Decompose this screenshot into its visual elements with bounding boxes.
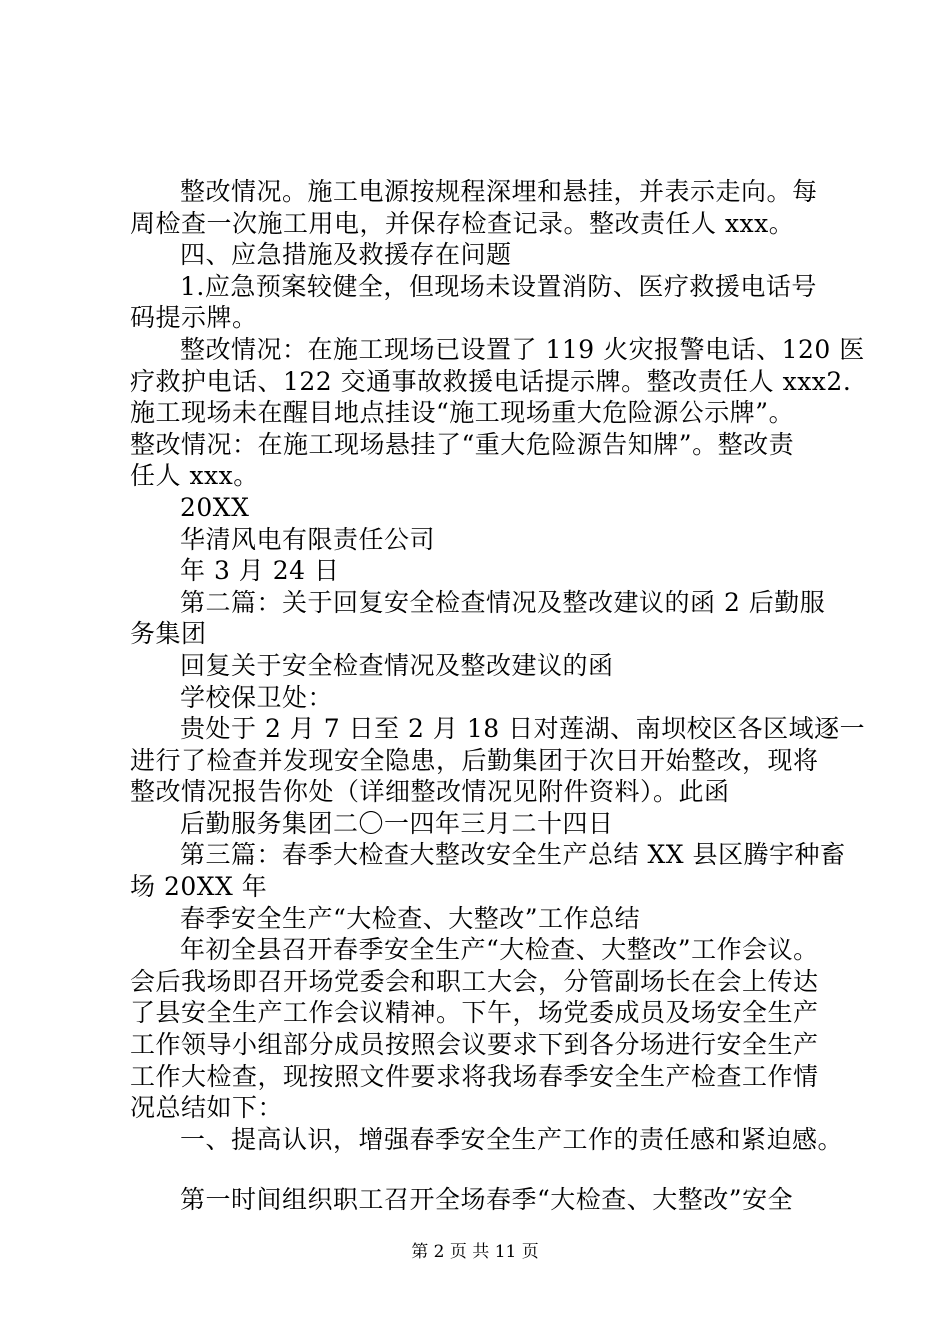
text-line: 码提示牌。 xyxy=(130,303,258,333)
text-line: 务集团 xyxy=(130,619,207,649)
chapter-heading: 第三篇：春季大检查大整改安全生产总结 XX 县区腾宇种畜 xyxy=(180,840,846,870)
text-line: 进行了检查并发现安全隐患，后勤集团于次日开始整改，现将 xyxy=(130,745,819,775)
text-line: 施工现场未在醒目地点挂设“施工现场重大危险源公示牌”。 xyxy=(130,398,795,428)
date-line: 年 3 月 24 日 xyxy=(180,556,340,586)
text-line: 周检查一次施工用电，并保存检查记录。整改责任人 xxx。 xyxy=(130,208,795,238)
text-line: 场 20XX 年 xyxy=(130,872,268,902)
section-heading: 四、应急措施及救援存在问题 xyxy=(180,240,512,270)
date-year: 20XX xyxy=(180,492,250,522)
text-line: 整改情况报告你处（详细整改情况见附件资料）。此函 xyxy=(130,777,730,807)
text-line: 工作大检查，现按照文件要求将我场春季安全生产检查工作情 xyxy=(130,1061,819,1091)
text-line: 整改情况。施工电源按规程深埋和悬挂，并表示走向。每 xyxy=(180,177,818,206)
section-heading: 一、提高认识，增强春季安全生产工作的责任感和紧迫感。 xyxy=(180,1124,844,1154)
text-line: 1.应急预案较健全，但现场未设置消防、医疗救援电话号 xyxy=(180,271,817,301)
text-line: 第一时间组织职工召开全场春季“大检查、大整改”安全 xyxy=(180,1185,794,1215)
text-line: 会后我场即召开场党委会和职工大会，分管副场长在会上传达 xyxy=(130,966,819,996)
paragraph-gap xyxy=(130,1155,842,1184)
text-line: 疗救护电话、122 交通事故救援电话提示牌。整改责任人 xxx2. xyxy=(130,366,852,396)
text-line: 年初全县召开春季安全生产“大检查、大整改”工作会议。 xyxy=(180,935,819,965)
text-line: 任人 xxx。 xyxy=(130,461,259,491)
text-line: 贵处于 2 月 7 日至 2 月 18 日对莲湖、南坝校区各区域逐一 xyxy=(180,714,866,744)
chapter-heading: 第二篇：关于回复安全检查情况及整改建议的函 2 后勤服 xyxy=(180,587,826,617)
page-number-footer: 第 2 页 共 11 页 xyxy=(411,1242,539,1262)
letter-salutation: 学校保卫处： xyxy=(180,682,334,712)
text-line: 工作领导小组部分成员按照会议要求下到各分场进行安全生产 xyxy=(130,1030,819,1060)
text-line: 了县安全生产工作会议精神。下午，场党委成员及场安全生产 xyxy=(130,998,819,1028)
summary-title: 春季安全生产“大检查、大整改”工作总结 xyxy=(180,903,641,933)
company-name: 华清风电有限责任公司 xyxy=(180,524,436,554)
letter-title: 回复关于安全检查情况及整改建议的函 xyxy=(180,650,614,680)
text-line: 整改情况：在施工现场悬挂了“重大危险源告知牌”。整改责 xyxy=(130,429,795,459)
letter-signature: 后勤服务集团二〇一四年三月二十四日 xyxy=(180,808,614,838)
text-line: 整改情况：在施工现场已设置了 119 火灾报警电话、120 医 xyxy=(180,334,865,364)
text-line: 况总结如下： xyxy=(130,1093,284,1123)
document-body xyxy=(130,176,866,1216)
